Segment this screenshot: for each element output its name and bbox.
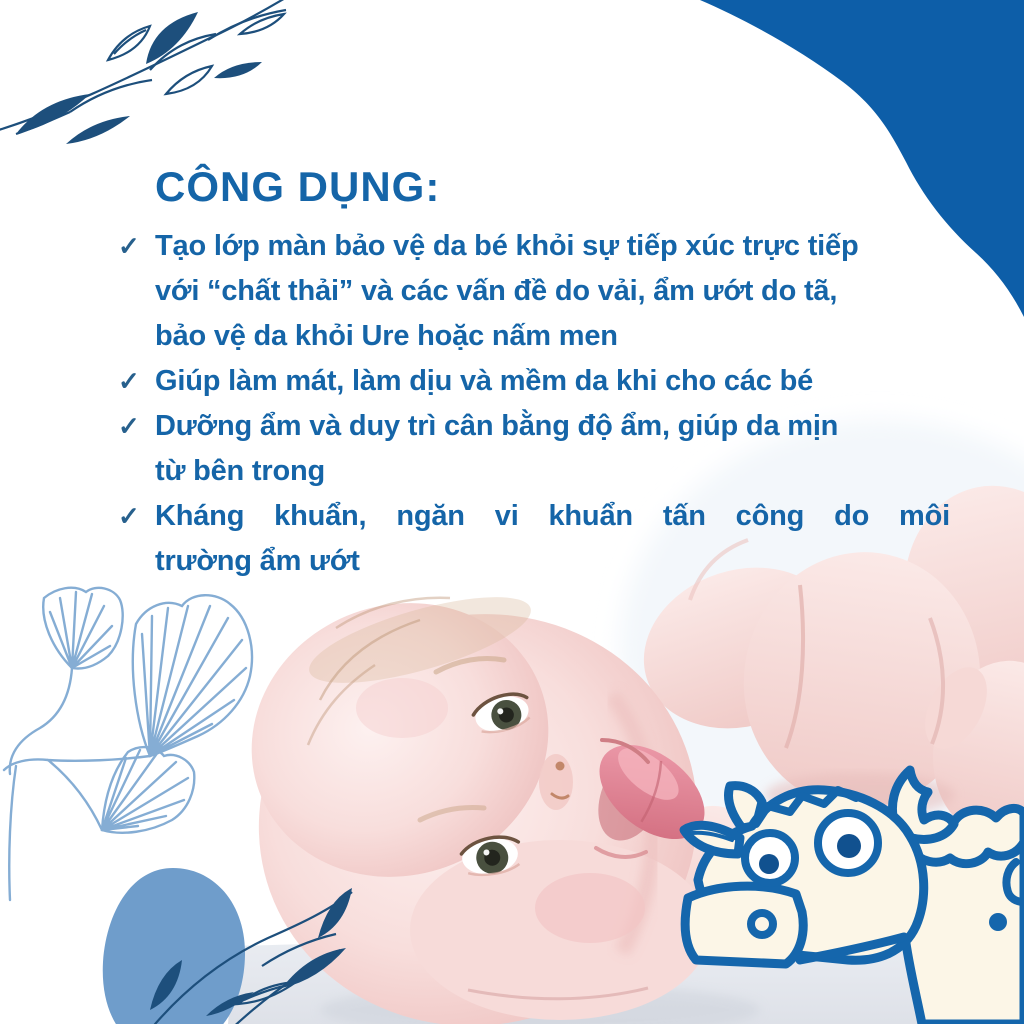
benefits-list — [118, 224, 950, 584]
benefit-line: Tạo lớp màn bảo vệ da bé khỏi sự tiếp xúc trực tiếp — [155, 230, 859, 262]
benefit-line: Dưỡng ẩm và duy trì cân bằng độ ẩm, giúp da mịn — [155, 410, 839, 442]
benefit-item-3 — [118, 404, 950, 494]
benefit-line: trường ẩm ướt — [155, 545, 360, 577]
benefit-text-3 — [155, 404, 950, 494]
benefit-item-2 — [118, 359, 950, 404]
benefit-item-1 — [118, 224, 950, 359]
benefit-line: bảo vệ da khỏi Ure hoặc nấm men — [155, 320, 618, 352]
page-title: CÔNG DỤNG: — [155, 163, 441, 211]
check-icon: ✓ — [118, 501, 140, 531]
benefit-line: với “chất thải” và các vấn đề do vải, ẩm ướt do tã, — [155, 275, 838, 307]
benefit-line: từ bên trong — [155, 455, 326, 487]
benefit-line: Kháng khuẩn, ngăn vi khuẩn tấn công do môi — [155, 500, 950, 532]
benefit-text-4 — [155, 494, 950, 584]
benefit-text-2 — [155, 359, 950, 404]
check-icon: ✓ — [118, 231, 140, 261]
benefit-item-4 — [118, 494, 950, 584]
benefit-line: Giúp làm mát, làm dịu và mềm da khi cho các bé — [155, 365, 814, 397]
check-icon: ✓ — [118, 366, 140, 396]
check-icon: ✓ — [118, 411, 140, 441]
benefit-text-1 — [155, 224, 950, 359]
